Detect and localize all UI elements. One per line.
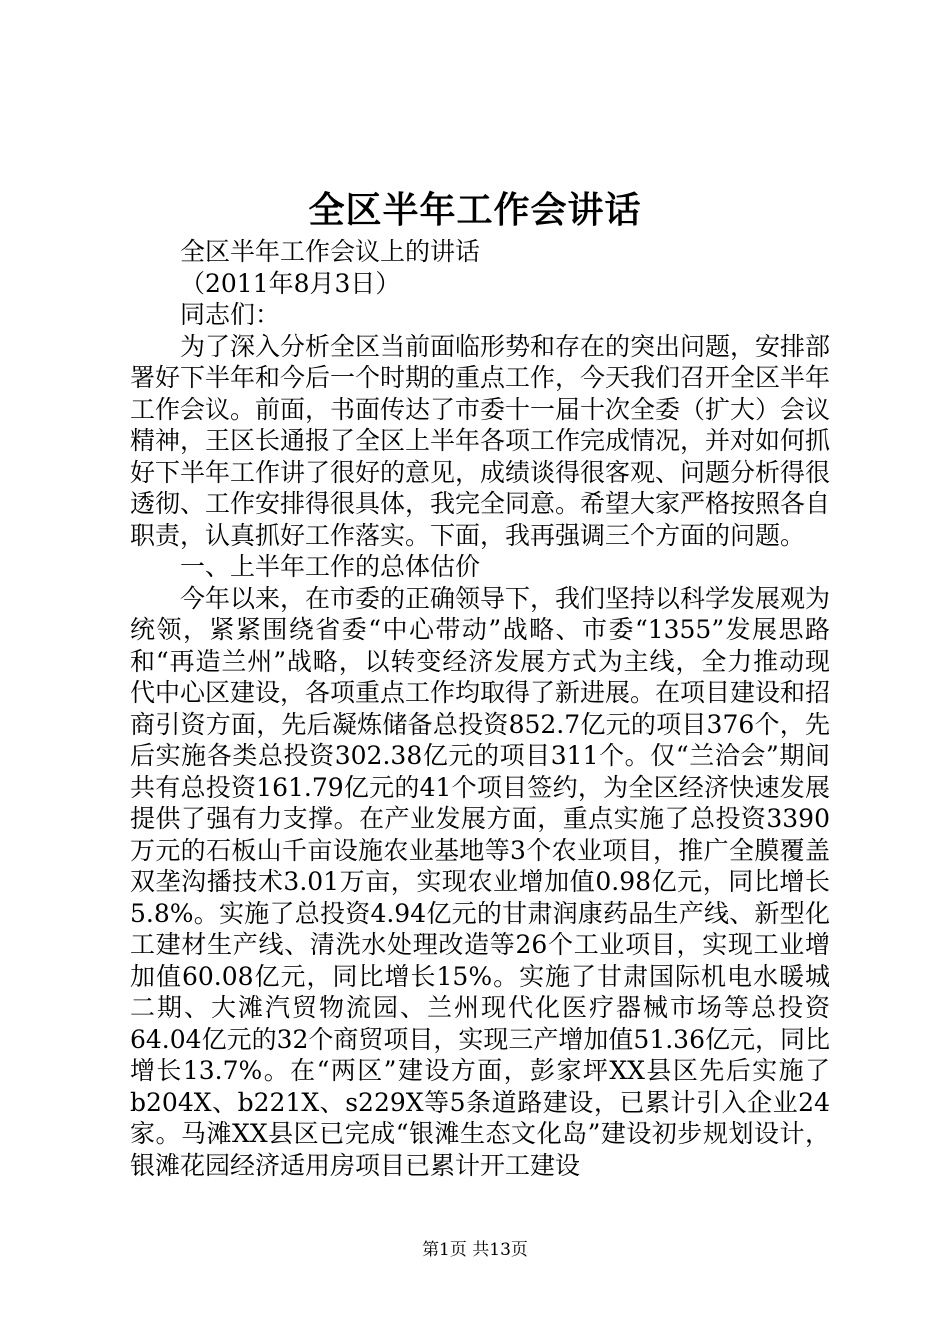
section-heading-1: 一、上半年工作的总体估价 (180, 552, 481, 581)
salutation: 同志们： (180, 300, 281, 329)
document-title: 全区半年工作会讲话 (308, 189, 642, 231)
page-footer: 第1页 共13页 (422, 1240, 528, 1260)
paragraph-intro: 为了深入分析全区当前面临形势和存在的突出问题，安排部署好下半年和今后一个时期的重点工作，今天我们召开全区半年工作会议。前面，书面传达了市委十一届十次全委（扩大）会议精神，王区长通报了全区上半年各项工作完成情况，并对如何抓好下半年工作讲了很好的意见，成绩谈得很客观、问题分析得很透彻、工作安排得很具体，我完全同意。希望大家严格按照各自职责，认真抓好工作落实。下面，我再强调三个方面的问题。 (130, 331, 831, 550)
paragraph-review: 今年以来，在市委的正确领导下，我们坚持以科学发展观为统领，紧紧围绕省委“中心带动”战略、市委“1355”发展思路和“再造兰州”战略，以转变经济发展方式为主线，全力推动现代中心区建设，各项重点工作均取得了新进展。在项目建设和招商引资方面，先后凝炼储备总投资852.7亿元的项目376个，先后实施各类总投资302.38亿元的项目311个。仅“兰洽会”期间共有总投资161.79亿元的41个项目签约，为全区经济快速发展提供了强有力支撑。在产业发展方面，重点实施了总投资3390万元的石板山千亩设施农业基地等3个农业项目，推广全膜覆盖双垄沟播技术3.01万亩，实现农业增加值0.98亿元，同比增长5.8%。实施了总投资4.94亿元的甘肃润康药品生产线、新型化工建材生产线、清洗水处理改造等26个工业项目，实现工业增加值60.08亿元，同比增长15%。实施了甘肃国际机电水暖城二期、大滩汽贸物流园、兰州现代化医疗器械市场等总投资64.04亿元的32个商贸项目，实现三产增加值51.36亿元，同比增长13.7%。在“两区”建设方面，彭家坪XX县区先后实施了b204X、b221X、s229X等5条道路建设，已累计引入企业24家。马滩XX县区已完成“银滩生态文化岛”建设初步规划设计，银滩花园经济适用房项目已累计开工建设 (130, 583, 831, 1180)
speech-subtitle: 全区半年工作会议上的讲话 (180, 237, 481, 266)
document-body (130, 236, 830, 1181)
speech-date: （2011年8月3日） (180, 268, 401, 298)
